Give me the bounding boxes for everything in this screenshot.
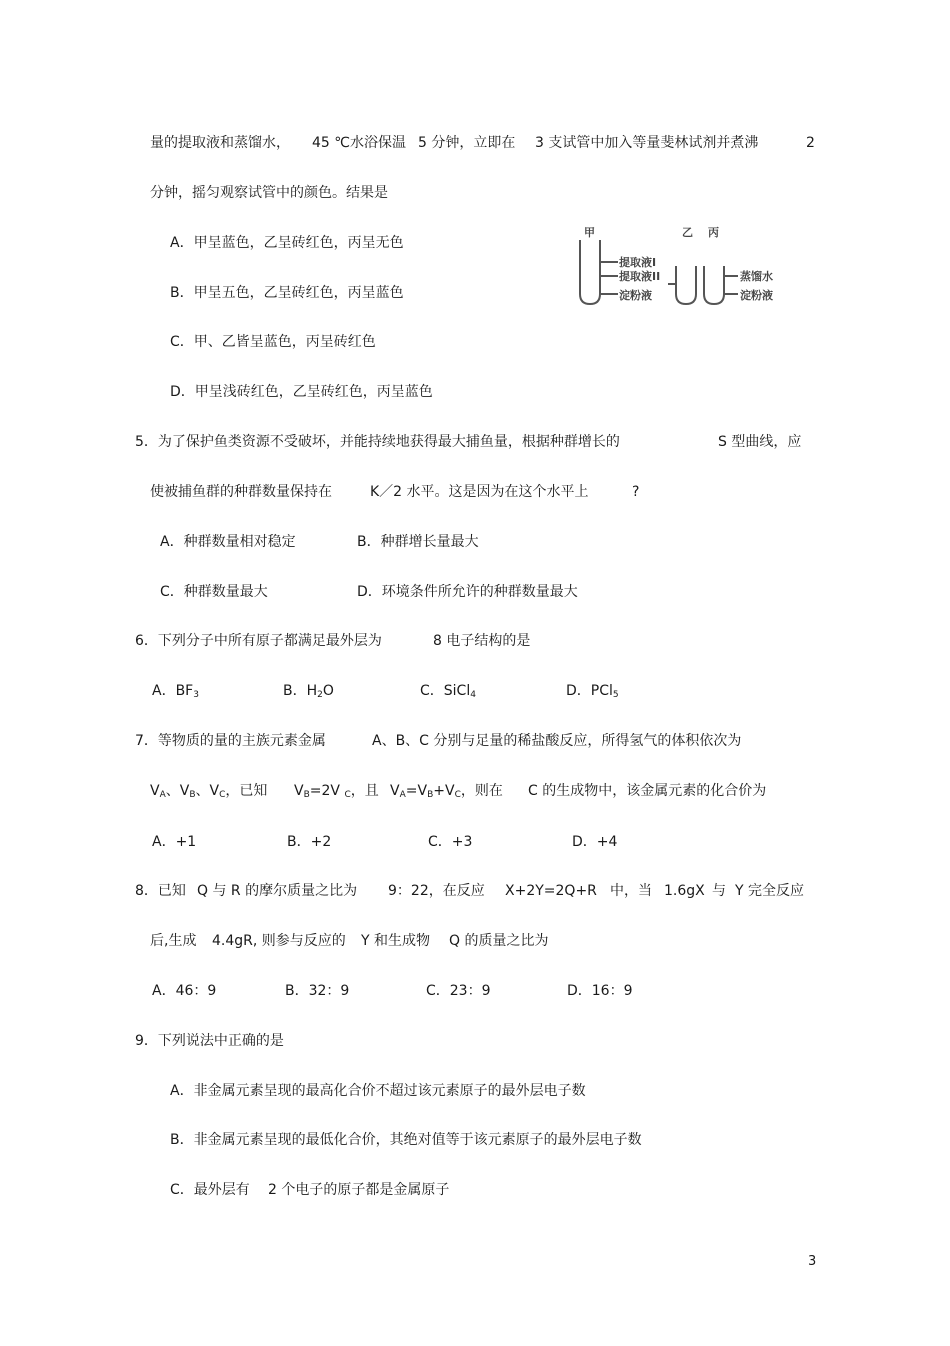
q4-line1-part3: 5 分钟，立即在 [418,135,516,151]
q9-option-c-b: 2 个电子的原子都是金属原子 [268,1182,450,1198]
tube-yi [676,266,696,304]
label-yi: 乙 [682,226,693,239]
q8-l2b: 4.4gR, 则参与反应的 [212,933,346,949]
q5-line1-b: S 型曲线，应 [718,434,802,450]
q4-option-b: B．甲呈五色，乙呈砖红色，丙呈蓝色 [170,285,404,301]
q9-stem: 9．下列说法中正确的是 [135,1033,284,1049]
q8-option-a: A．46：9 [152,983,217,999]
tube-bing [704,266,724,304]
q8-l1f: 1.6gX [664,883,705,899]
q6-option-c: C．SiCl$_4$ [420,683,476,700]
q8-l1d: X+2Y=2Q+R [505,883,597,899]
q5-option-c: C．种群数量最大 [160,584,268,600]
q4-line1-part5: 2 [806,135,815,151]
label-starch-right: 淀粉液 [740,289,773,302]
q6-option-b: B．$H_2O$ [283,683,334,700]
q9-option-b: B．非金属元素呈现的最低化合价，其绝对值等于该元素原子的最外层电子数 [170,1132,642,1148]
q5-option-d: D．环境条件所允许的种群数量最大 [357,584,578,600]
label-starch-left: 淀粉液 [619,289,652,302]
q8-option-d: D．16：9 [567,983,633,999]
q5-line1-a: 5．为了保护鱼类资源不受破坏，并能持续地获得最大捕鱼量，根据种群增长的 [135,434,620,450]
q5-option-a: A．种群数量相对稳定 [160,534,296,550]
label-water: 蒸馏水 [740,270,773,283]
q5-line2-a: 使被捕鱼群的种群数量保持在 [150,484,332,500]
q7-equation-1: $V_B=2V$ $_C$，且 [294,783,379,800]
q8-l2a: 后,生成 [150,933,197,949]
q4-stem-line2: 分钟，摇匀观察试管中的颜色。结果是 [150,185,388,201]
q8-l1h: Y 完全反应 [735,883,805,899]
q8-l2c: Y 和生成物 [361,933,431,949]
test-tube-figure [572,222,782,320]
q9-option-c-a: C．最外层有 [170,1182,250,1198]
label-bing: 丙 [708,226,719,239]
q7-option-d: D．+4 [572,834,618,850]
q8-option-b: B．32：9 [285,983,350,999]
q4-line1-part4: 3 支试管中加入等量斐林试剂并煮沸 [535,135,759,151]
q7-equation-2: $V_A=V_B+V_C$，则在 [390,783,503,800]
q6-stem-a: 6．下列分子中所有原子都满足最外层为 [135,633,382,649]
q4-line1-part2: 45 ℃水浴保温 [312,135,406,151]
q7-volumes: $V_A$、$V_B$、$V_C$，已知 [150,783,268,800]
q7-option-c: C．+3 [428,834,473,850]
label-extract-2: 提取液II [619,270,661,283]
page-number: 3 [808,1254,817,1269]
q5-line2-c: ? [632,484,640,500]
q7-option-b: B．+2 [287,834,332,850]
q4-option-c: C．甲、乙皆呈蓝色，丙呈砖红色 [170,334,376,350]
label-jia: 甲 [584,226,595,239]
q6-option-d: D．PCl$_5$ [566,683,619,700]
q4-line1-part1: 量的提取液和蒸馏水， [150,135,290,151]
q8-l1g: 与 [712,883,726,899]
q8-l2d: Q 的质量之比为 [449,933,549,949]
q7-option-a: A．+1 [152,834,197,850]
tube-jia [580,240,600,304]
q8-l1c: 9：22，在反应 [388,883,485,899]
q4-option-d: D．甲呈浅砖红色，乙呈砖红色，丙呈蓝色 [170,384,433,400]
label-extract-1: 提取液I [619,256,657,269]
q8-l1b: Q 与 R 的摩尔质量之比为 [197,883,358,899]
q7-stem-end: C 的生成物中，该金属元素的化合价为 [528,783,767,799]
q5-option-b: B．种群增长量最大 [357,534,479,550]
q7-stem-a: 7．等物质的量的主族元素金属 [135,733,326,749]
q8-l1e: 中，当 [610,883,652,899]
q7-stem-b: A、B、C 分别与足量的稀盐酸反应，所得氢气的体积依次为 [372,733,742,749]
q6-option-a: A．$BF_3$ [152,683,199,700]
q5-line2-b: K／2 水平。这是因为在这个水平上 [370,484,589,500]
q8-option-c: C．23：9 [426,983,491,999]
q9-option-a: A．非金属元素呈现的最高化合价不超过该元素原子的最外层电子数 [170,1083,586,1099]
q4-option-a: A．甲呈蓝色，乙呈砖红色，丙呈无色 [170,235,404,251]
q8-l1a: 8．已知 [135,883,186,899]
q6-stem-b: 8 电子结构的是 [433,633,531,649]
